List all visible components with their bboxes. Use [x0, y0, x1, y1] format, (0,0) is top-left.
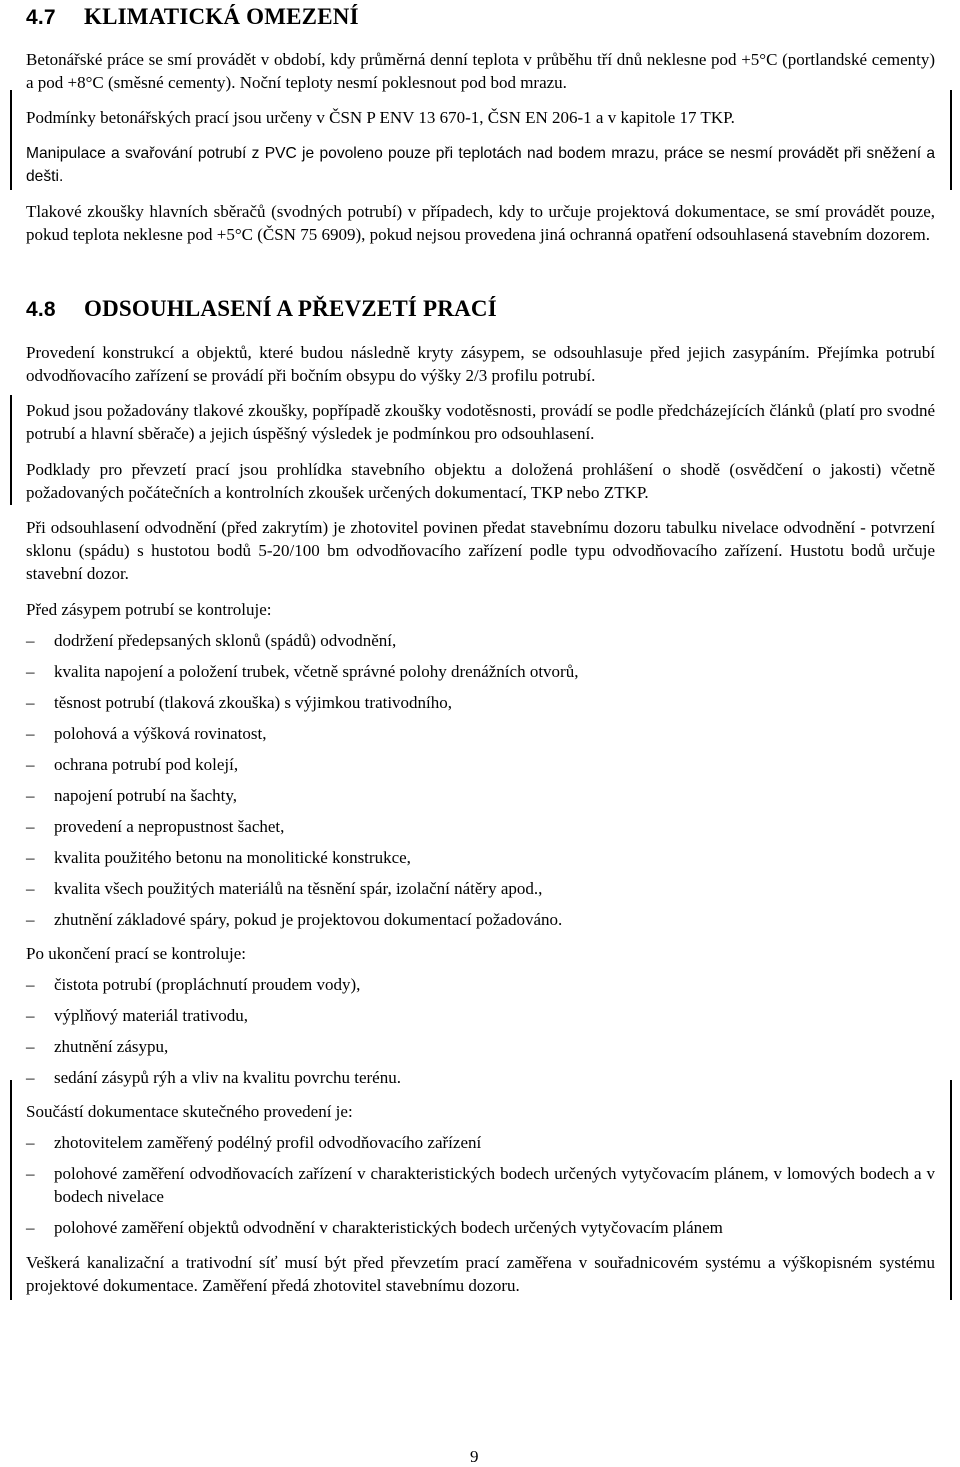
section-heading-4-8: [26, 296, 497, 322]
section-number: 4.7: [26, 6, 56, 29]
dash-marker: –: [26, 662, 35, 681]
list-item: – polohové zaměření odvodňovacích zařízení v charakteristických bodech určených vytyčovacím plánem, v lomových bodech a v bodech nivelace: [26, 1164, 935, 1206]
paragraph: Podklady pro převzetí prací jsou prohlídka stavebního objektu a doložená prohlášení o shodě (osvědčení o jakosti) včetně požadovaných počátečních a kontrolních zkoušek určených dokumentací, TKP nebo ZTKP.: [26, 460, 935, 502]
list-item: – kvalita všech použitých materiálů na těsnění spár, izolační nátěry apod.,: [26, 879, 543, 898]
list-item: – dodržení předepsaných sklonů (spádů) odvodnění,: [26, 631, 397, 650]
list-item: – výplňový materiál trativodu,: [26, 1006, 249, 1025]
dash-marker: –: [26, 786, 35, 805]
dash-marker: –: [26, 817, 35, 836]
paragraph: Při odsouhlasení odvodnění (před zakrytím) je zhotovitel povinen předat stavebnímu dozoru tabulku nivelace odvodnění - potvrzení sklonu (spádu) s hustotou bodů 5-20/100 bm odvodňovacího zařízení podle typu odvodňovacího zařízení. Hustotu bodů určuje stavební dozor.: [26, 518, 935, 583]
list-item: – zhotovitelem zaměřený podélný profil odvodňovacího zařízení: [26, 1133, 482, 1152]
paragraph: Provedení konstrukcí a objektů, které budou následně kryty zásypem, se odsouhlasuje před jejich zasypáním. Přejímka potrubí odvodňovacího zařízení se provádí při bočním obsypu do výšky 2/3 profilu potrubí.: [26, 343, 935, 385]
list-item: – ochrana potrubí pod kolejí,: [26, 755, 239, 774]
list-intro: Součástí dokumentace skutečného provedení je:: [26, 1102, 353, 1121]
paragraph: Veškerá kanalizační a trativodní síť musí být před převzetím prací zaměřena v souřadnicovém systému a výškopisném systému projektové dokumentace. Zaměření předá zhotovitel stavebnímu dozoru.: [26, 1253, 935, 1295]
list-item: – sedání zásypů rýh a vliv na kvalitu povrchu terénu.: [26, 1068, 401, 1087]
list-item: – zhutnění zásypu,: [26, 1037, 169, 1056]
change-bar-left-4: [10, 1080, 12, 1300]
change-bar-left: [10, 90, 12, 190]
paragraph: Podmínky betonářských prací jsou určeny v ČSN P ENV 13 670-1, ČSN EN 206-1 a v kapitole 17 TKP.: [26, 108, 735, 127]
paragraph: Pokud jsou požadovány tlakové zkoušky, popřípadě zkoušky vodotěsnosti, provádí se podle předcházejících článků (platí pro svodné potrubí a hlavní sběrače) a jejich úspěšný výsledek je podmínkou pro odsouhlasení.: [26, 401, 935, 443]
list-item: – zhutnění základové spáry, pokud je projektovou dokumentací požadováno.: [26, 910, 563, 929]
dash-marker: –: [26, 1006, 35, 1025]
dash-marker: –: [26, 848, 35, 867]
list-item: – provedení a nepropustnost šachet,: [26, 817, 285, 836]
dash-marker: –: [26, 631, 35, 650]
list-item: – napojení potrubí na šachty,: [26, 786, 238, 805]
check-list-after-completion: [26, 973, 935, 1097]
list-item: – polohová a výšková rovinatost,: [26, 724, 267, 743]
list-item: – kvalita napojení a položení trubek, včetně správné polohy drenážních otvorů,: [26, 662, 579, 681]
paragraph: Betonářské práce se smí provádět v období, kdy průměrná denní teplota v průběhu tří dnů neklesne pod +5°C (portlandské cementy) a pod +8°C (směsné cementy). Noční teploty nesmí poklesnout pod bod mrazu.: [26, 50, 935, 92]
dash-marker: –: [26, 1037, 35, 1056]
section-number: 4.8: [26, 298, 56, 321]
list-intro: Po ukončení prací se kontroluje:: [26, 944, 247, 963]
dash-marker: –: [26, 910, 35, 929]
change-bar-left-2: [10, 395, 12, 455]
section-title: ODSOUHLASENÍ A PŘEVZETÍ PRACÍ: [84, 296, 497, 321]
paragraph: Manipulace a svařování potrubí z PVC je povoleno pouze při teplotách nad bodem mrazu, práce se nesmí provádět při sněžení a dešti.: [26, 145, 935, 185]
as-built-documentation-list: [26, 1131, 935, 1247]
dash-marker: –: [26, 1133, 35, 1152]
list-item: – polohové zaměření objektů odvodnění v charakteristických bodech určených vytyčovacím plánem: [26, 1218, 723, 1237]
section-title: KLIMATICKÁ OMEZENÍ: [84, 4, 359, 29]
dash-marker: –: [26, 879, 35, 898]
change-bar-right-4: [950, 1080, 952, 1300]
list-intro: Před zásypem potrubí se kontroluje:: [26, 600, 272, 619]
check-list-before-backfill: [26, 629, 935, 939]
dash-marker: –: [26, 724, 35, 743]
paragraph: Tlakové zkoušky hlavních sběračů (svodných potrubí) v případech, kdy to určuje projektová dokumentace, se smí provádět pouze, pokud teplota neklesne pod +5°C (ČSN 75 6909), pokud nejsou provedena jiná ochranná opatření odsouhlasená stavebním dozorem.: [26, 202, 935, 244]
list-item: – těsnost potrubí (tlaková zkouška) s výjimkou trativodního,: [26, 693, 453, 712]
dash-marker: –: [26, 1068, 35, 1087]
page-number: 9: [470, 1447, 479, 1466]
dash-marker: –: [26, 1218, 35, 1237]
dash-marker: –: [26, 755, 35, 774]
change-bar-right: [950, 90, 952, 190]
dash-marker: –: [26, 693, 35, 712]
change-bar-left-3: [10, 455, 12, 505]
list-item: – kvalita použitého betonu na monolitické konstrukce,: [26, 848, 411, 867]
dash-marker: –: [26, 1164, 35, 1183]
list-item: – čistota potrubí (propláchnutí proudem vody),: [26, 975, 361, 994]
section-heading-4-7: [26, 4, 359, 30]
dash-marker: –: [26, 975, 35, 994]
